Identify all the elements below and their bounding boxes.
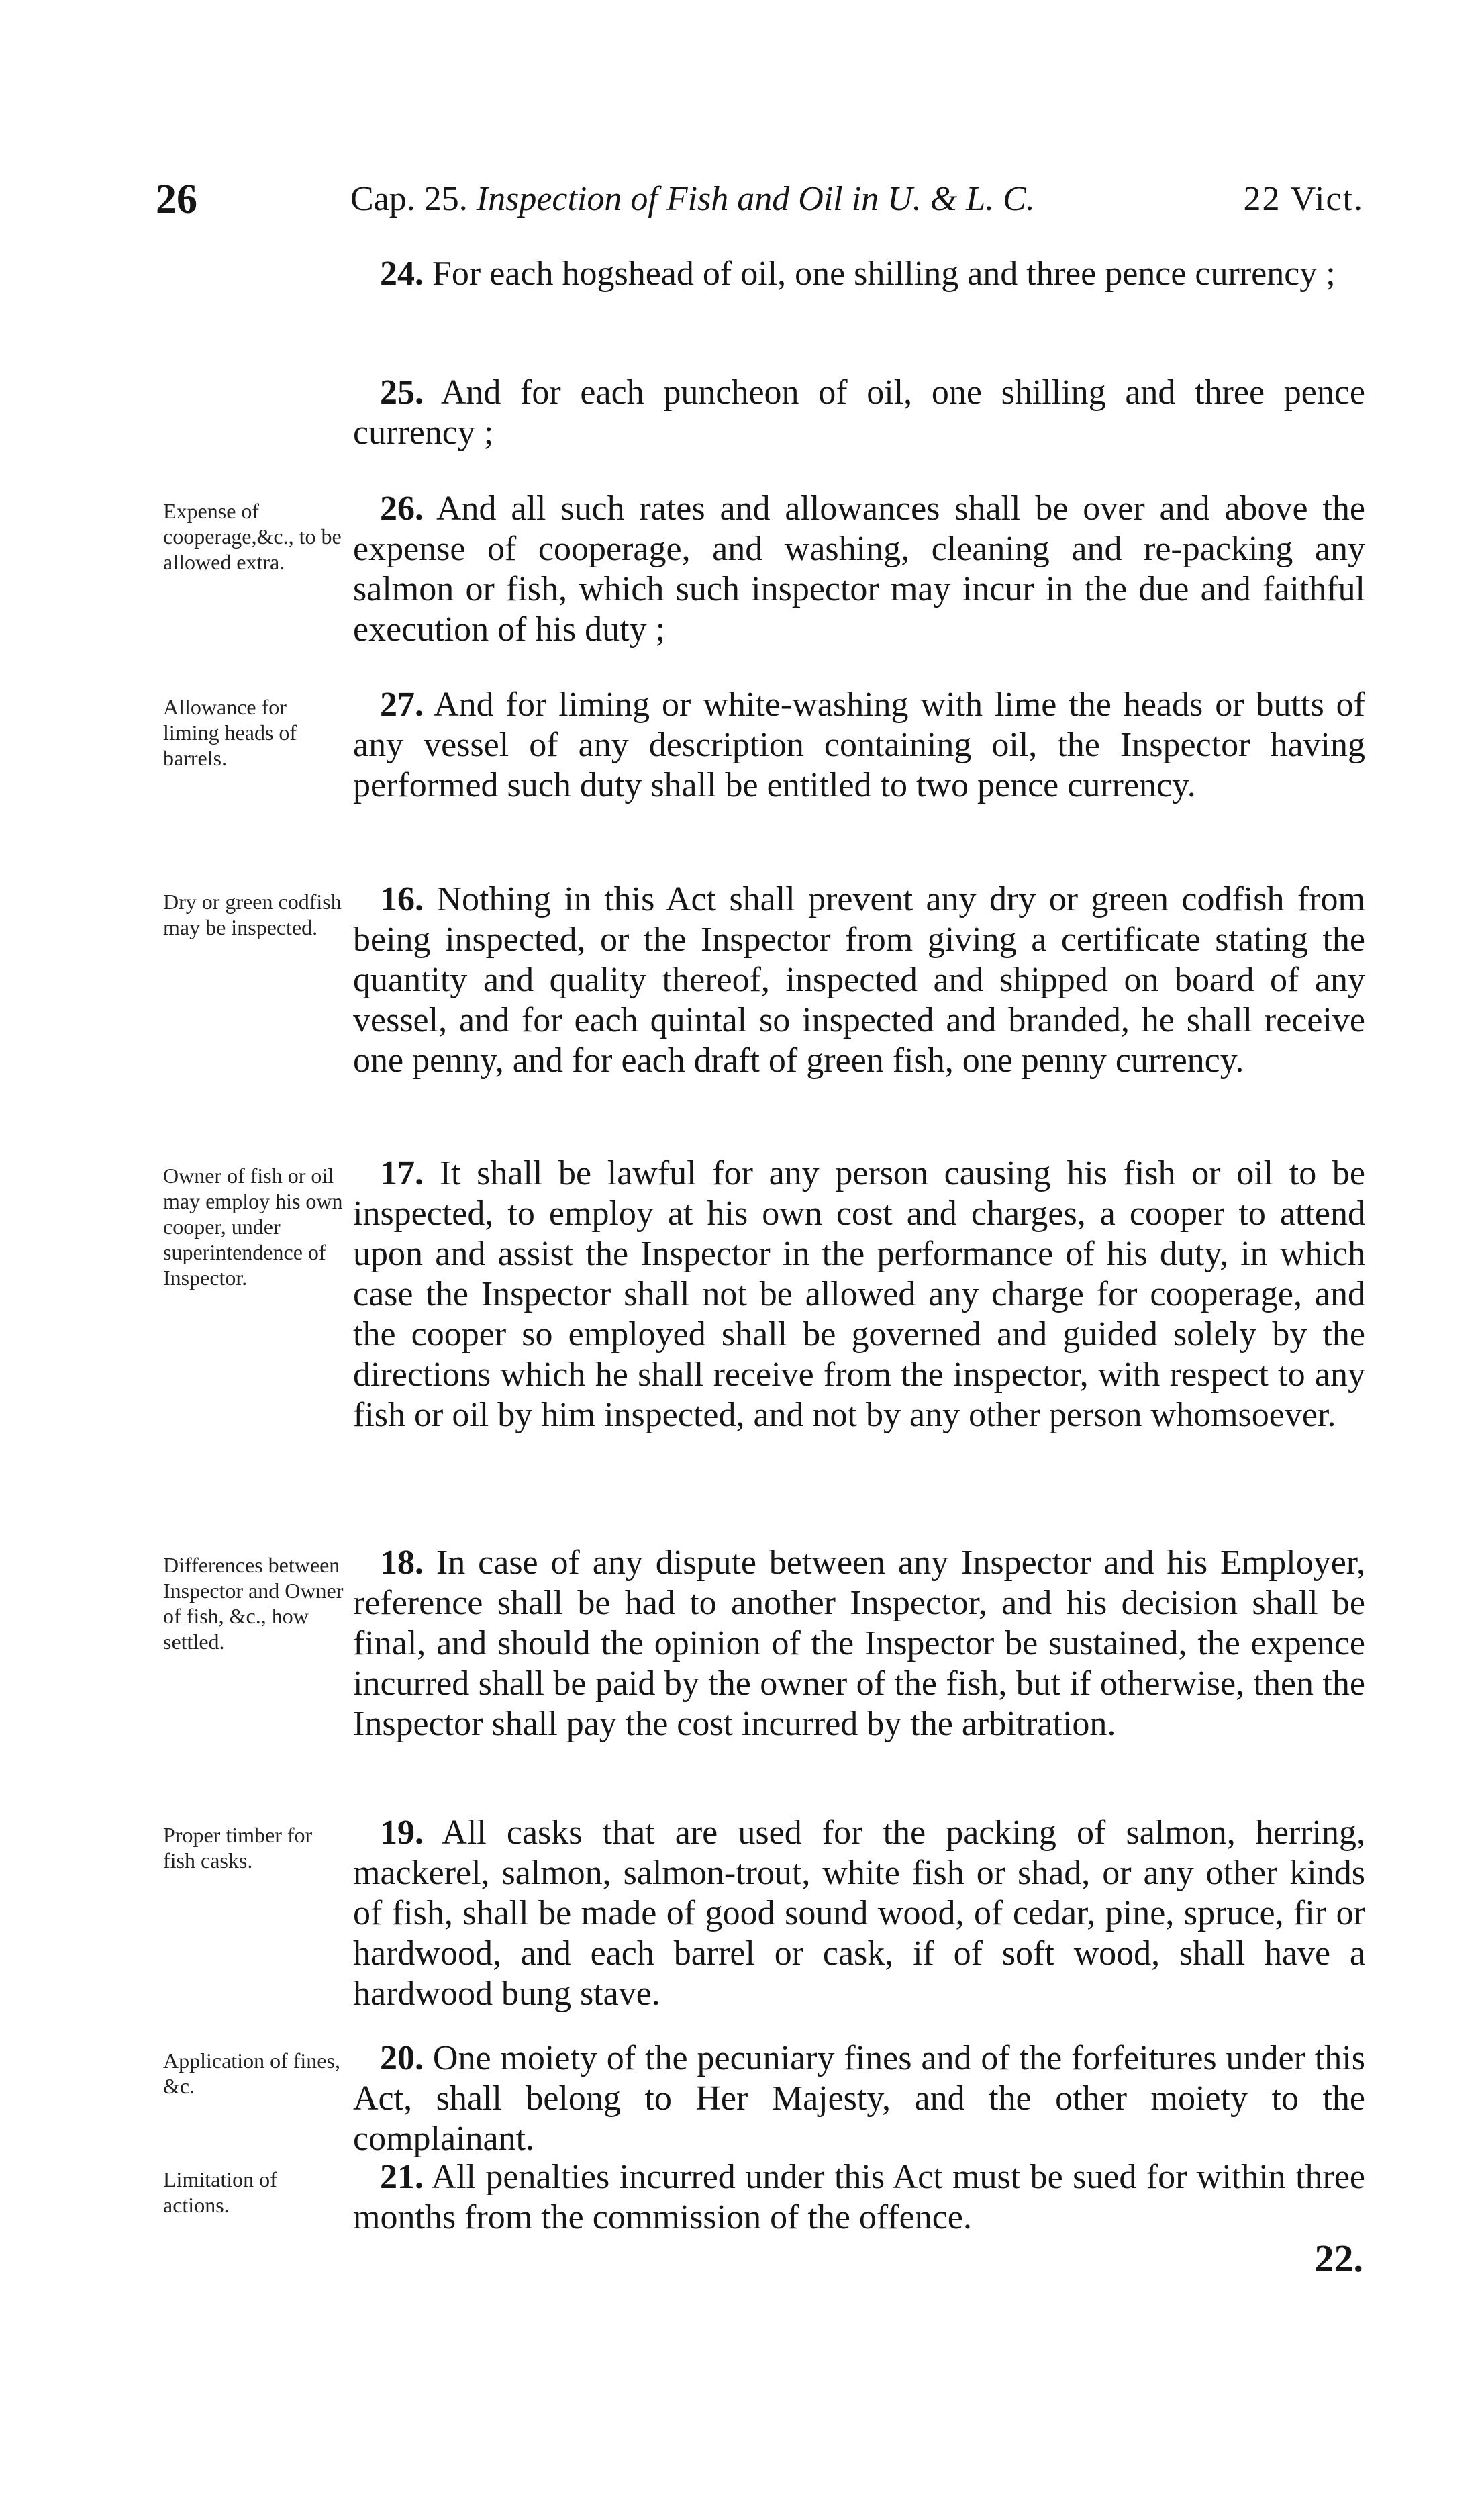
section-body: All casks that are used for the packing of salmon, herring, mackerel, salmon, salmon-trout, white fish or shad, or any other kinds of fish, shall be made of good sound wood, of cedar, pine, spruce, fir or hardwood, and each barrel or cask, if of soft wood, shall have a hardwood bung stave.	[353, 1813, 1365, 2013]
section-body: One moiety of the pecuniary fines and of the forfeitures under this Act, shall belong to Her Majesty, and the other moiety to the complainant.	[353, 2039, 1365, 2158]
section-text	[353, 254, 1365, 294]
section-text	[353, 489, 1365, 650]
running-title	[350, 176, 1035, 223]
page-number: 26	[156, 177, 197, 222]
section-text	[353, 2038, 1365, 2159]
catchword: 22.	[1314, 2236, 1363, 2280]
section-text	[353, 685, 1365, 806]
section-number: 27.	[380, 686, 424, 724]
section-number: 24.	[380, 254, 424, 293]
regnal-year: 22 Vict.	[1243, 180, 1364, 218]
section-body: In case of any dispute between any Inspector and his Employer, reference shall be had to another Inspector, and his decision shall be final, and should the opinion of the Inspector be sustained, the expence incurred shall be paid by the owner of the fish, but if otherwise, then the Inspector shall pay the cost incurred by the arbitration.	[353, 1544, 1366, 1743]
margin-note: Allowance for liming heads of barrels.	[163, 695, 297, 770]
section-body: It shall be lawful for any person causing his fish or oil to be inspected, to employ at his own cost and charges, a cooper to attend upon and assist the Inspector in the performance of his duty, in which case the Inspector shall not be allowed any charge for cooperage, and the cooper so employed shall be governed and guided solely by the directions which he shall receive from the inspector, with respect to any fish or oil by him inspected, and not by any other person whomsoever.	[353, 1154, 1366, 1434]
margin-note: Limitation of actions.	[163, 2167, 277, 2217]
section-number: 21.	[380, 2158, 424, 2196]
section-number: 19.	[380, 1813, 424, 1852]
section-number: 16.	[380, 880, 424, 918]
section-text	[353, 2157, 1365, 2238]
margin-note: Application of fines, &c.	[163, 2048, 340, 2098]
section-text	[353, 1153, 1365, 1435]
section-body: All penalties incurred under this Act must be sued for within three months from the commission of the offence.	[353, 2158, 1365, 2236]
section-number: 18.	[380, 1544, 424, 1582]
margin-note: Differences between Inspector and Owner of fish, &c., how settled.	[163, 1553, 344, 1654]
section-text	[353, 1813, 1365, 2014]
margin-note: Dry or green codfish may be inspected.	[163, 890, 342, 939]
section-body: And for each puncheon of oil, one shilling and three pence currency ;	[353, 373, 1365, 452]
margin-note: Proper timber for fish casks.	[163, 1823, 313, 1873]
chapter-number: Cap. 25.	[350, 180, 468, 218]
section-body: And all such rates and allowances shall be over and above the expense of cooperage, and washing, cleaning and re-packing any salmon or fish, which such inspector may incur in the due and faithful execution of his duty ;	[353, 489, 1365, 649]
section-text	[353, 373, 1365, 453]
margin-note: Owner of fish or oil may employ his own cooper, under superintendence of Inspector.	[163, 1164, 343, 1290]
section-body: And for liming or white-washing with lime the heads or butts of any vessel of any description containing oil, the Inspector having performed such duty shall be entitled to two pence currency.	[353, 686, 1365, 804]
section-text	[353, 1543, 1365, 1744]
section-number: 26.	[380, 489, 424, 528]
margin-note: Expense of cooperage,&c., to be allowed extra.	[163, 499, 342, 574]
section-number: 20.	[380, 2039, 424, 2077]
section-body: For each hogshead of oil, one shilling and three pence currency ;	[432, 254, 1336, 293]
section-text	[353, 880, 1365, 1081]
section-number: 25.	[380, 373, 424, 412]
act-title: Inspection of Fish and Oil in U. & L. C.	[476, 180, 1035, 218]
running-head	[156, 176, 1364, 223]
section-body: Nothing in this Act shall prevent any dry or green codfish from being inspected, or the Inspector from giving a certificate stating the quantity and quality thereof, inspected and shipped on board of any vessel, and for each quintal so inspected and branded, he shall receive one penny, and for each draft of green fish, one penny currency.	[353, 880, 1366, 1080]
section-number: 17.	[380, 1154, 424, 1192]
